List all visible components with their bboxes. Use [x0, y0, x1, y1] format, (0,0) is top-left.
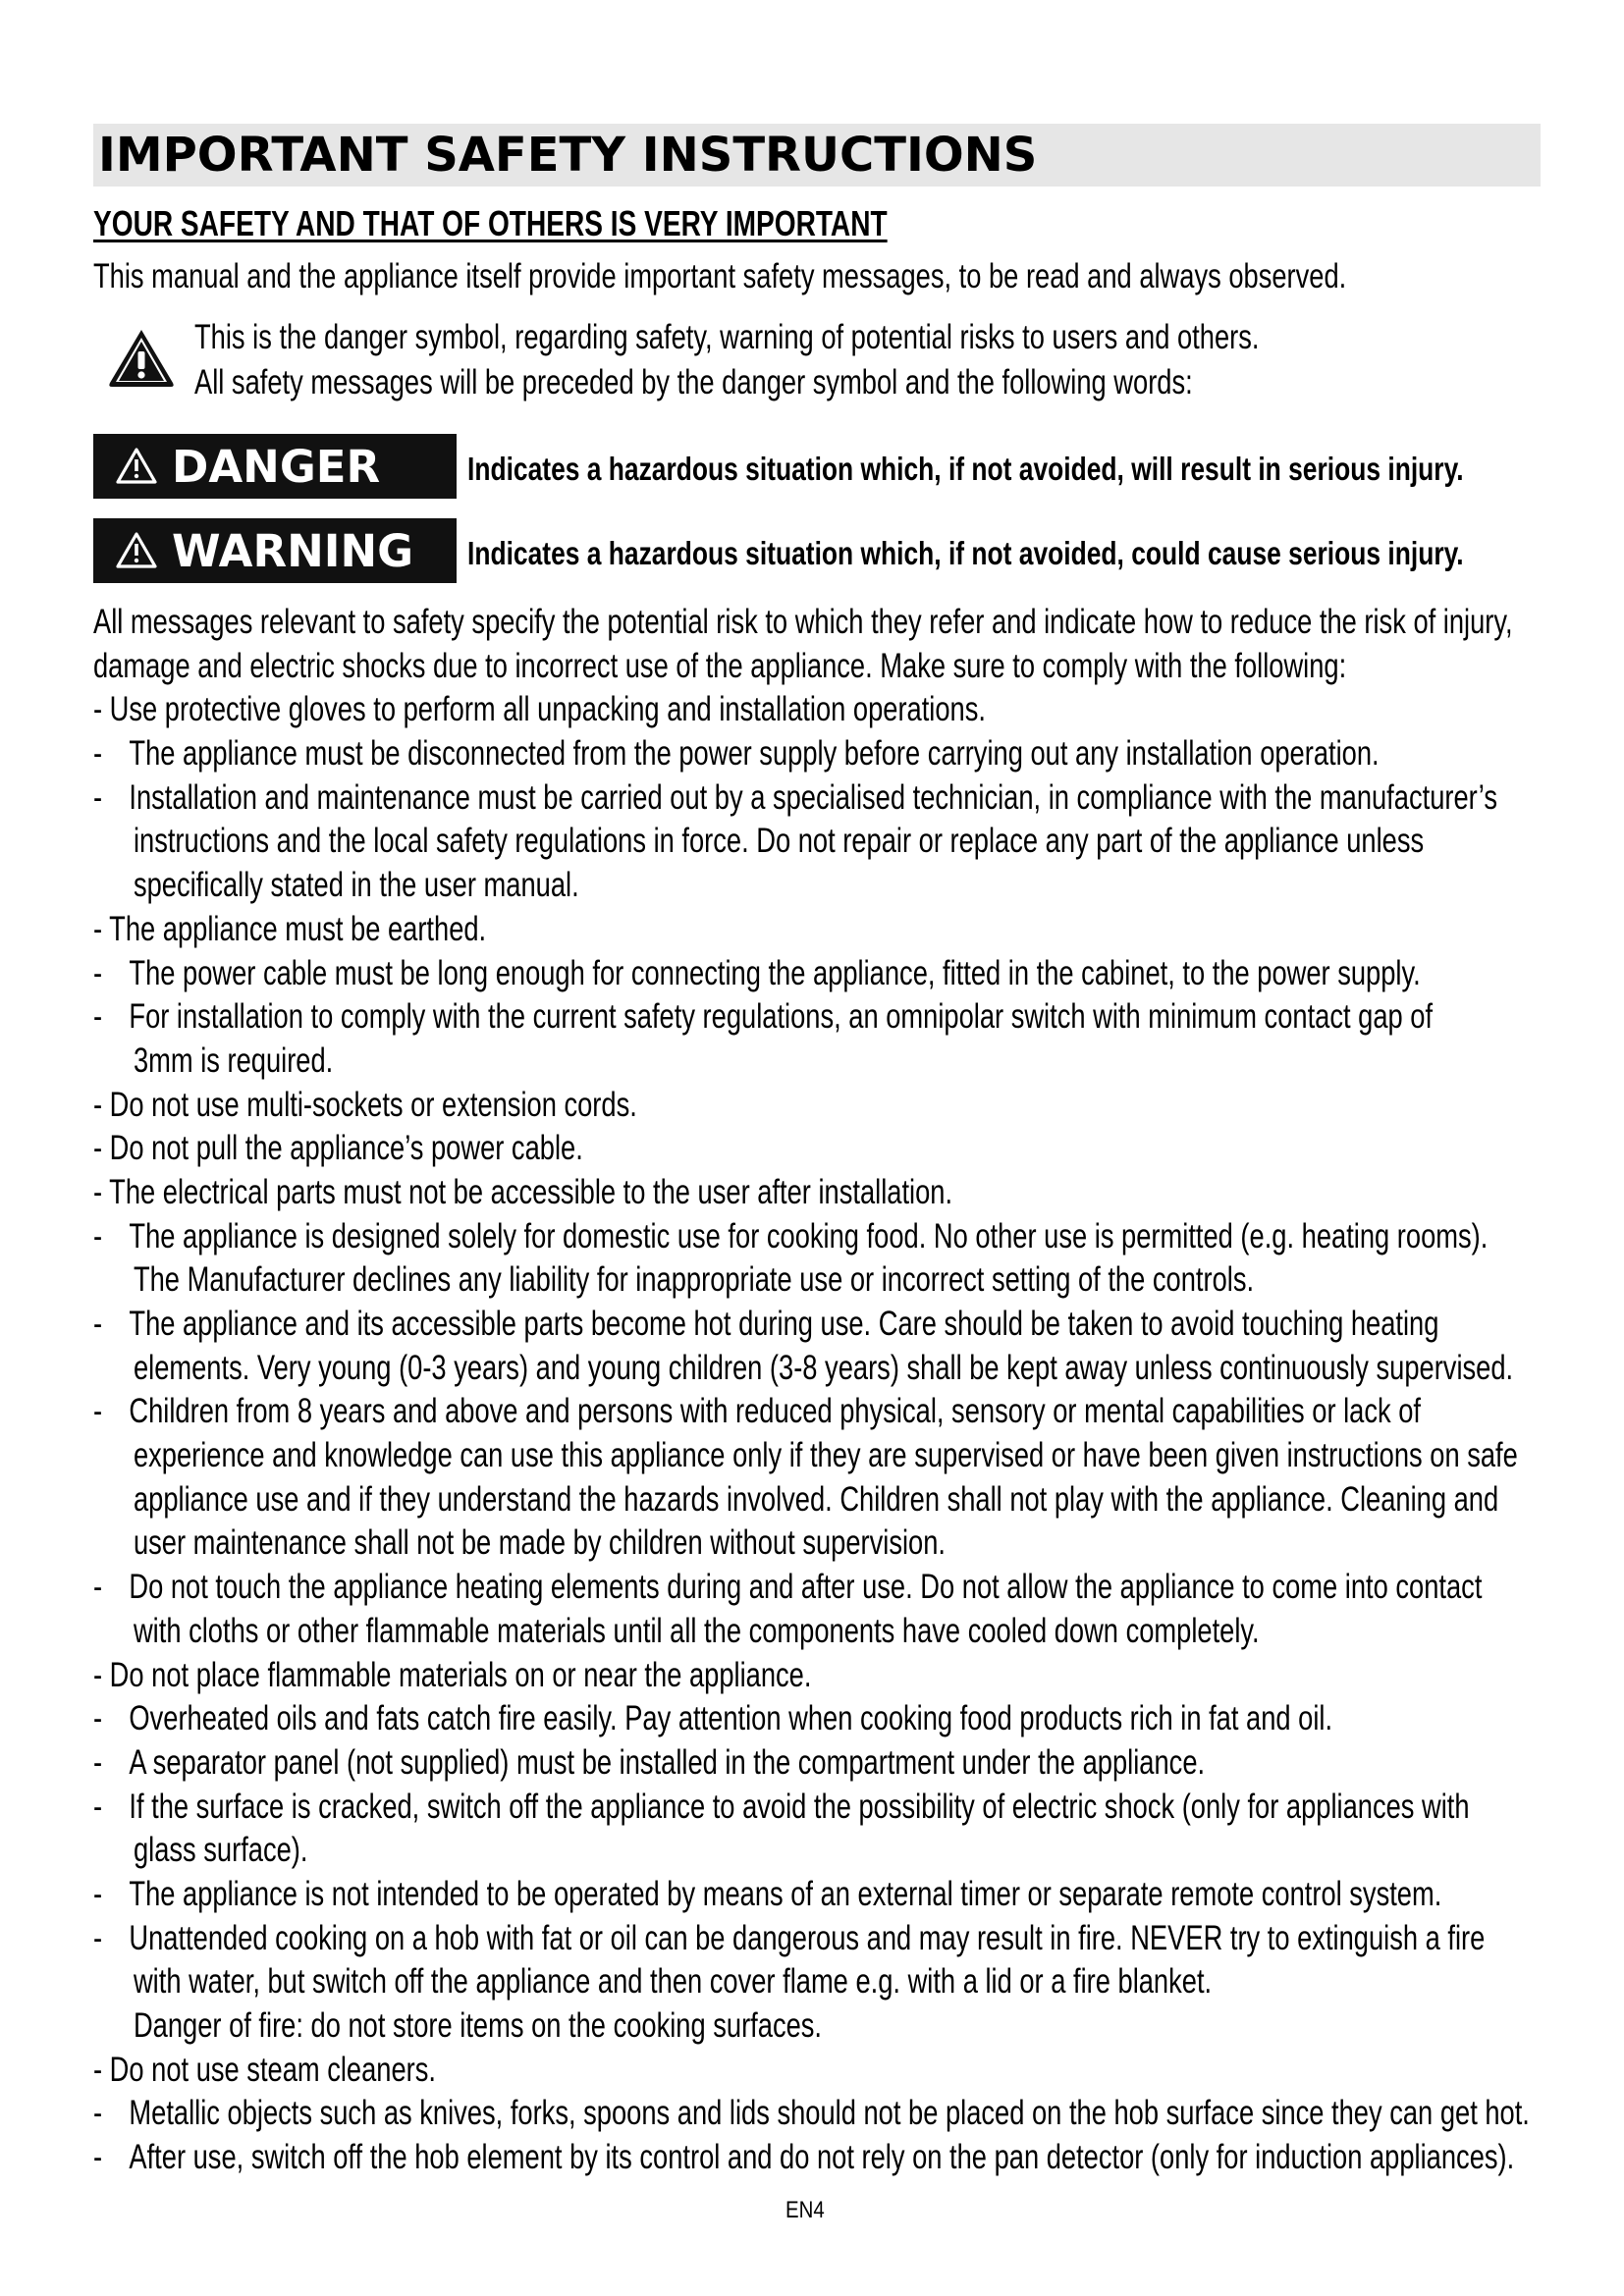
- list-item-continuation: glass surface).: [93, 1831, 308, 1870]
- list-item-continuation: appliance use and if they understand the hazards involved. Children shall not play with the appliance. Cleaning and: [93, 1479, 1499, 1519]
- list-item: - Children from 8 years and above and persons with reduced physical, sensory or mental capabilities or lack of: [93, 1392, 1422, 1431]
- list-item: - The appliance is not intended to be operated by means of an external timer or separate remote control system.: [93, 1874, 1442, 1913]
- list-item-continuation: 3mm is required.: [93, 1041, 334, 1080]
- intro-text: This manual and the appliance itself provide important safety messages, to be read and always observed.: [93, 257, 1347, 295]
- list-item: - Installation and maintenance must be carried out by a specialised technician, in compliance with the manufacturer’s: [93, 777, 1497, 817]
- warning-triangle-icon: [115, 531, 158, 570]
- list-item: - After use, switch off the hob element by its control and do not rely on the pan detector (only for induction appliances).: [93, 2138, 1515, 2177]
- danger-warning-icon: [115, 447, 158, 486]
- list-item-continuation: elements. Very young (0-3 years) and young children (3-8 years) shall be kept away unless continuously supervised.: [93, 1348, 1514, 1387]
- list-item: - Do not use steam cleaners.: [93, 2050, 437, 2089]
- list-item: - Unattended cooking on a hob with fat or oil can be dangerous and may result in fire. NEVER try to extinguish a fire: [93, 1918, 1486, 1957]
- text-line: All messages relevant to safety specify the potential risk to which they refer and indicate how to reduce the risk of injury,: [93, 603, 1513, 641]
- list-item-continuation: with cloths or other flammable materials until all the components have cooled down completely.: [93, 1611, 1260, 1650]
- section-subtitle: YOUR SAFETY AND THAT OF OTHERS IS VERY IMPORTANT: [93, 203, 888, 243]
- symbol-line-1: This is the danger symbol, regarding safety, warning of potential risks to users and others.: [194, 318, 1260, 356]
- danger-triangle-icon: [106, 326, 177, 389]
- warning-word: WARNING: [172, 524, 414, 577]
- list-item: - If the surface is cracked, switch off the appliance to avoid the possibility of electric shock (only for appliances with: [93, 1787, 1470, 1826]
- list-item: - Do not touch the appliance heating elements during and after use. Do not allow the appliance to come into contact: [93, 1568, 1483, 1607]
- list-item: - Do not place flammable materials on or near the appliance.: [93, 1655, 812, 1694]
- list-item: - The appliance is designed solely for domestic use for cooking food. No other use is permitted (e.g. heating rooms).: [93, 1216, 1489, 1255]
- list-item-continuation: The Manufacturer declines any liability for inappropriate use or incorrect setting of the controls.: [93, 1260, 1255, 1300]
- page-title: IMPORTANT SAFETY INSTRUCTIONS: [98, 128, 1038, 183]
- list-item: - The power cable must be long enough for connecting the appliance, fitted in the cabinet, to the power supply.: [93, 953, 1421, 992]
- warning-signal-box: [93, 518, 457, 583]
- list-item-continuation: experience and knowledge can use this appliance only if they are supervised or have been given instructions on safe: [93, 1436, 1518, 1475]
- symbol-line-2: All safety messages will be preceded by the danger symbol and the following words:: [194, 363, 1193, 401]
- list-item-continuation: specifically stated in the user manual.: [93, 866, 579, 905]
- list-item: - The appliance must be disconnected from the power supply before carrying out any installation operation.: [93, 734, 1380, 774]
- page-number: EN4: [785, 2197, 825, 2223]
- list-item: - Do not use multi-sockets or extension cords.: [93, 1085, 637, 1124]
- list-item: - The appliance must be earthed.: [93, 909, 487, 948]
- list-item-continuation: with water, but switch off the appliance and then cover flame e.g. with a lid or a fire blanket.: [93, 1962, 1213, 2002]
- list-item: - The electrical parts must not be accessible to the user after installation.: [93, 1172, 953, 1211]
- list-item: - Use protective gloves to perform all unpacking and installation operations.: [93, 690, 986, 729]
- list-item-continuation: instructions and the local safety regulations in force. Do not repair or replace any part of the appliance unless: [93, 822, 1425, 861]
- list-item-continuation: user maintenance shall not be made by children without supervision.: [93, 1523, 947, 1563]
- text-line: damage and electric shocks due to incorrect use of the appliance. Make sure to comply with the following:: [93, 646, 1347, 685]
- safety-instructions-list: [93, 601, 1586, 2180]
- list-item: - Overheated oils and fats catch fire easily. Pay attention when cooking food products rich in fat and oil.: [93, 1699, 1333, 1738]
- list-item: - Do not pull the appliance’s power cable.: [93, 1129, 583, 1168]
- warning-description: Indicates a hazardous situation which, if not avoided, could cause serious injury.: [467, 535, 1464, 571]
- list-item: - For installation to comply with the current safety regulations, an omnipolar switch with minimum contact gap of: [93, 997, 1434, 1037]
- danger-word: DANGER: [172, 440, 381, 493]
- danger-signal-box: [93, 434, 457, 499]
- list-item: - A separator panel (not supplied) must be installed in the compartment under the appliance.: [93, 1742, 1206, 1782]
- list-item: - Metallic objects such as knives, forks, spoons and lids should not be placed on the hob surface since they can get hot.: [93, 2094, 1530, 2133]
- list-item: - The appliance and its accessible parts become hot during use. Care should be taken to avoid touching heating: [93, 1305, 1439, 1343]
- list-item-continuation: Danger of fire: do not store items on the cooking surfaces.: [93, 2006, 823, 2045]
- danger-description: Indicates a hazardous situation which, if not avoided, will result in serious injury.: [467, 451, 1464, 487]
- danger-symbol-explanation: [106, 316, 1481, 406]
